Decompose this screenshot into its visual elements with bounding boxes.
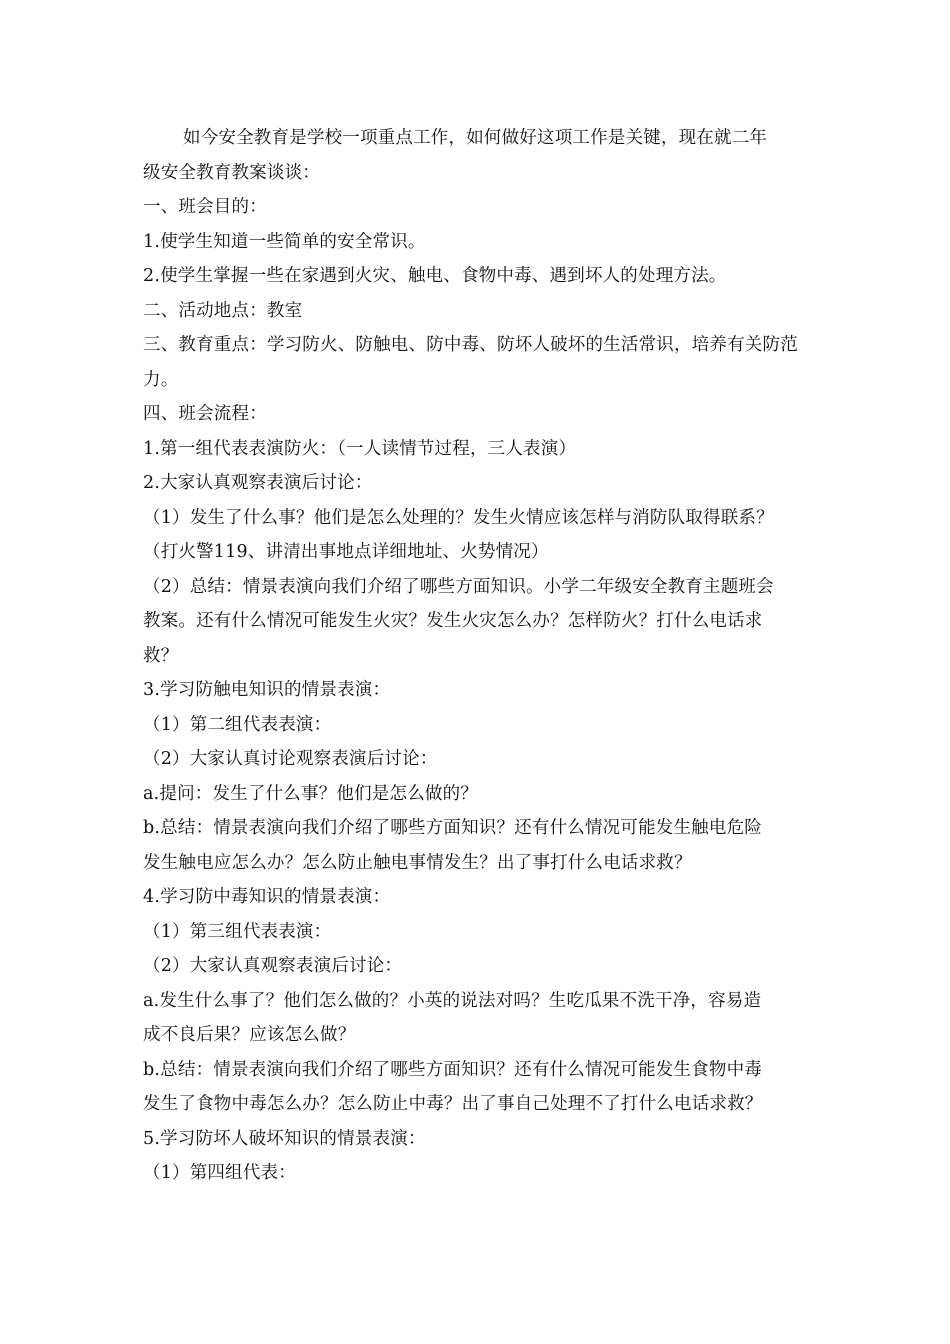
section-heading-focus: 三、教育重点：学习防火、防触电、防中毒、防坏人破坏的生活常识，培养有关防范	[143, 335, 798, 355]
intro-paragraph-line-2: 级安全教育教案谈谈：	[143, 162, 320, 183]
process-step-4: 4.学习防中毒知识的情景表演：	[143, 887, 391, 907]
process-step-3-item-a: a.提问：发生了什么事？他们是怎么做的？	[143, 783, 478, 804]
purpose-item-2: 2.使学生掌握一些在家遇到火灾、触电、食物中毒、遇到坏人的处理方法。	[143, 266, 727, 286]
document-body	[143, 121, 823, 1191]
intro-paragraph-line-1: 如今安全教育是学校一项重点工作，如何做好这项工作是关键，现在就二年	[183, 128, 768, 148]
focus-continuation: 力。	[143, 369, 179, 390]
process-step-4-item-b-cont: 发生了食物中毒怎么办？怎么防止中毒？出了事自己处理不了打什么电话求救？	[143, 1094, 763, 1114]
process-step-4-sub-1: （1）第三组代表表演：	[143, 921, 332, 942]
process-step-2-sub-1: （1）发生了什么事？他们是怎么处理的？发生火情应该怎样与消防队取得联系？	[143, 507, 774, 528]
process-step-5: 5.学习防坏人破坏知识的情景表演：	[143, 1128, 426, 1149]
process-step-4-item-a: a.发生什么事了？他们怎么做的？小英的说法对吗？生吃瓜果不洗干净，容易造	[143, 990, 762, 1011]
section-heading-process: 四、班会流程：	[143, 404, 267, 424]
process-step-3-item-b: b.总结：情景表演向我们介绍了哪些方面知识？还有什么情况可能发生触电危险	[143, 818, 762, 838]
process-step-4-item-b: b.总结：情景表演向我们介绍了哪些方面知识？还有什么情况可能发生食物中毒	[143, 1059, 762, 1080]
process-step-2: 2.大家认真观察表演后讨论：	[143, 473, 373, 493]
process-step-1: 1.第一组代表表演防火：（一人读情节过程，三人表演）	[143, 438, 577, 459]
purpose-item-1: 1.使学生知道一些简单的安全常识。	[143, 231, 426, 252]
process-step-2-sub-1-note: （打火警119、讲清出事地点详细地址、火势情况）	[143, 542, 549, 562]
process-step-5-sub-1: （1）第四组代表：	[143, 1163, 296, 1183]
process-step-3: 3.学习防触电知识的情景表演：	[143, 680, 391, 700]
section-heading-location: 二、活动地点：教室	[143, 300, 303, 321]
process-step-4-sub-2: （2）大家认真观察表演后讨论：	[143, 956, 403, 976]
process-step-2-sub-2: （2）总结：情景表演向我们介绍了哪些方面知识。小学二年级安全教育主题班会	[143, 576, 774, 597]
process-step-3-sub-2: （2）大家认真讨论观察表演后讨论：	[143, 749, 438, 769]
process-step-4-item-a-cont: 成不良后果？应该怎么做？	[143, 1025, 356, 1045]
process-step-2-sub-2-cont-1: 教案。还有什么情况可能发生火灾？发生火灾怎么办？怎样防火？打什么电话求	[143, 611, 763, 631]
process-step-2-sub-2-cont-2: 救？	[143, 645, 179, 666]
section-heading-purpose: 一、班会目的：	[143, 197, 267, 217]
process-step-3-sub-1: （1）第二组代表表演：	[143, 714, 332, 735]
process-step-3-item-b-cont: 发生触电应怎么办？怎么防止触电事情发生？出了事打什么电话求救？	[143, 852, 692, 873]
